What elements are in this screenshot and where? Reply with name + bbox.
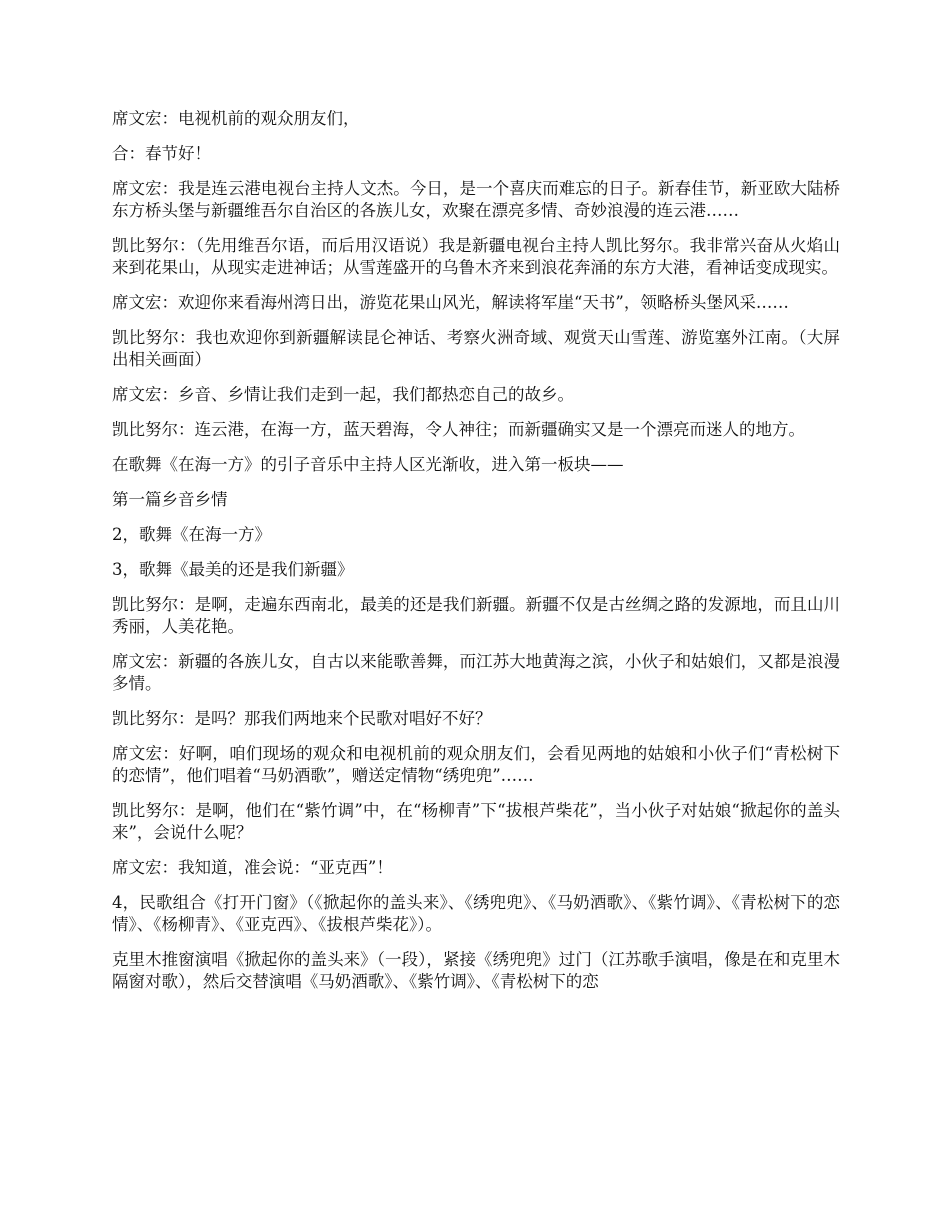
paragraph-20: 克里木推窗演唱《掀起你的盖头来》（一段），紧接《绣兜兜》过门（江苏歌手演唱，像是在和克里木隔窗对歌），然后交替演唱《马奶酒歌》、《紫竹调》、《青松树下的恋 (112, 950, 840, 991)
paragraph-7: 席文宏：乡音、乡情让我们走到一起，我们都热恋自己的故乡。 (112, 385, 574, 404)
paragraph-6: 凯比努尔：我也欢迎你到新疆解读昆仑神话、考察火洲奇域、观赏天山雪莲、游览塞外江南。（大屏出相关画面） (112, 328, 840, 369)
paragraph-3: 席文宏：我是连云港电视台主持人文杰。今日，是一个喜庆而难忘的日子。新春佳节，新亚欧大陆桥东方桥头堡与新疆维吾尔自治区的各族儿女，欢聚在漂亮多情、奇妙浪漫的连云港…… (112, 179, 840, 220)
paragraph-9: 在歌舞《在海一方》的引子音乐中主持人区光渐收，进入第一板块—— (112, 455, 624, 474)
program-item-4: 4，民歌组合《打开门窗》（《掀起你的盖头来》、《绣兜兜》、《马奶酒歌》、《紫竹调》、《青松树下的恋情》、《杨柳青》、《亚克西》、《拔根芦柴花》）。 (112, 893, 840, 934)
document-body (112, 108, 840, 1006)
paragraph-17: 凯比努尔：是啊，他们在“紫竹调”中，在“杨柳青”下“拔根芦柴花”，当小伙子对姑娘“掀起你的盖头来”，会说什么呢？ (112, 801, 840, 842)
paragraph-18: 席文宏：我知道，准会说：“亚克西”！ (112, 858, 393, 877)
paragraph-4: 凯比努尔：（先用维吾尔语，而后用汉语说）我是新疆电视台主持人凯比努尔。我非常兴奋从火焰山来到花果山，从现实走进神话；从雪莲盛开的乌鲁木齐来到浪花奔涌的东方大港，看神话变成现实。 (112, 236, 840, 277)
paragraph-14: 席文宏：新疆的各族儿女，自古以来能歌善舞，而江苏大地黄海之滨，小伙子和姑娘们，又都是浪漫多情。 (112, 652, 840, 693)
paragraph-8: 凯比努尔：连云港，在海一方，蓝天碧海，令人神往；而新疆确实又是一个漂亮而迷人的地方。 (112, 420, 805, 439)
program-item-2: 2，歌舞《在海一方》 (112, 525, 271, 544)
paragraph-2: 合：春节好！ (112, 144, 211, 163)
section-heading: 第一篇乡音乡情 (112, 490, 228, 509)
paragraph-5: 席文宏：欢迎你来看海州湾日出，游览花果山风光，解读将军崖“天书”，领略桥头堡风采…… (112, 293, 789, 312)
paragraph-15: 凯比努尔：是吗？那我们两地来个民歌对唱好不好？ (112, 709, 492, 728)
program-item-3: 3，歌舞《最美的还是我们新疆》 (112, 560, 354, 579)
paragraph-16: 席文宏：好啊，咱们现场的观众和电视机前的观众朋友们，会看见两地的姑娘和小伙子们“青松树下的恋情”，他们唱着“马奶酒歌”，赠送定情物“绣兜兜”…… (112, 744, 840, 785)
paragraph-13: 凯比努尔：是啊，走遍东西南北，最美的还是我们新疆。新疆不仅是古丝绸之路的发源地，而且山川秀丽，人美花艳。 (112, 595, 840, 636)
paragraph-1: 席文宏：电视机前的观众朋友们， (112, 109, 360, 128)
